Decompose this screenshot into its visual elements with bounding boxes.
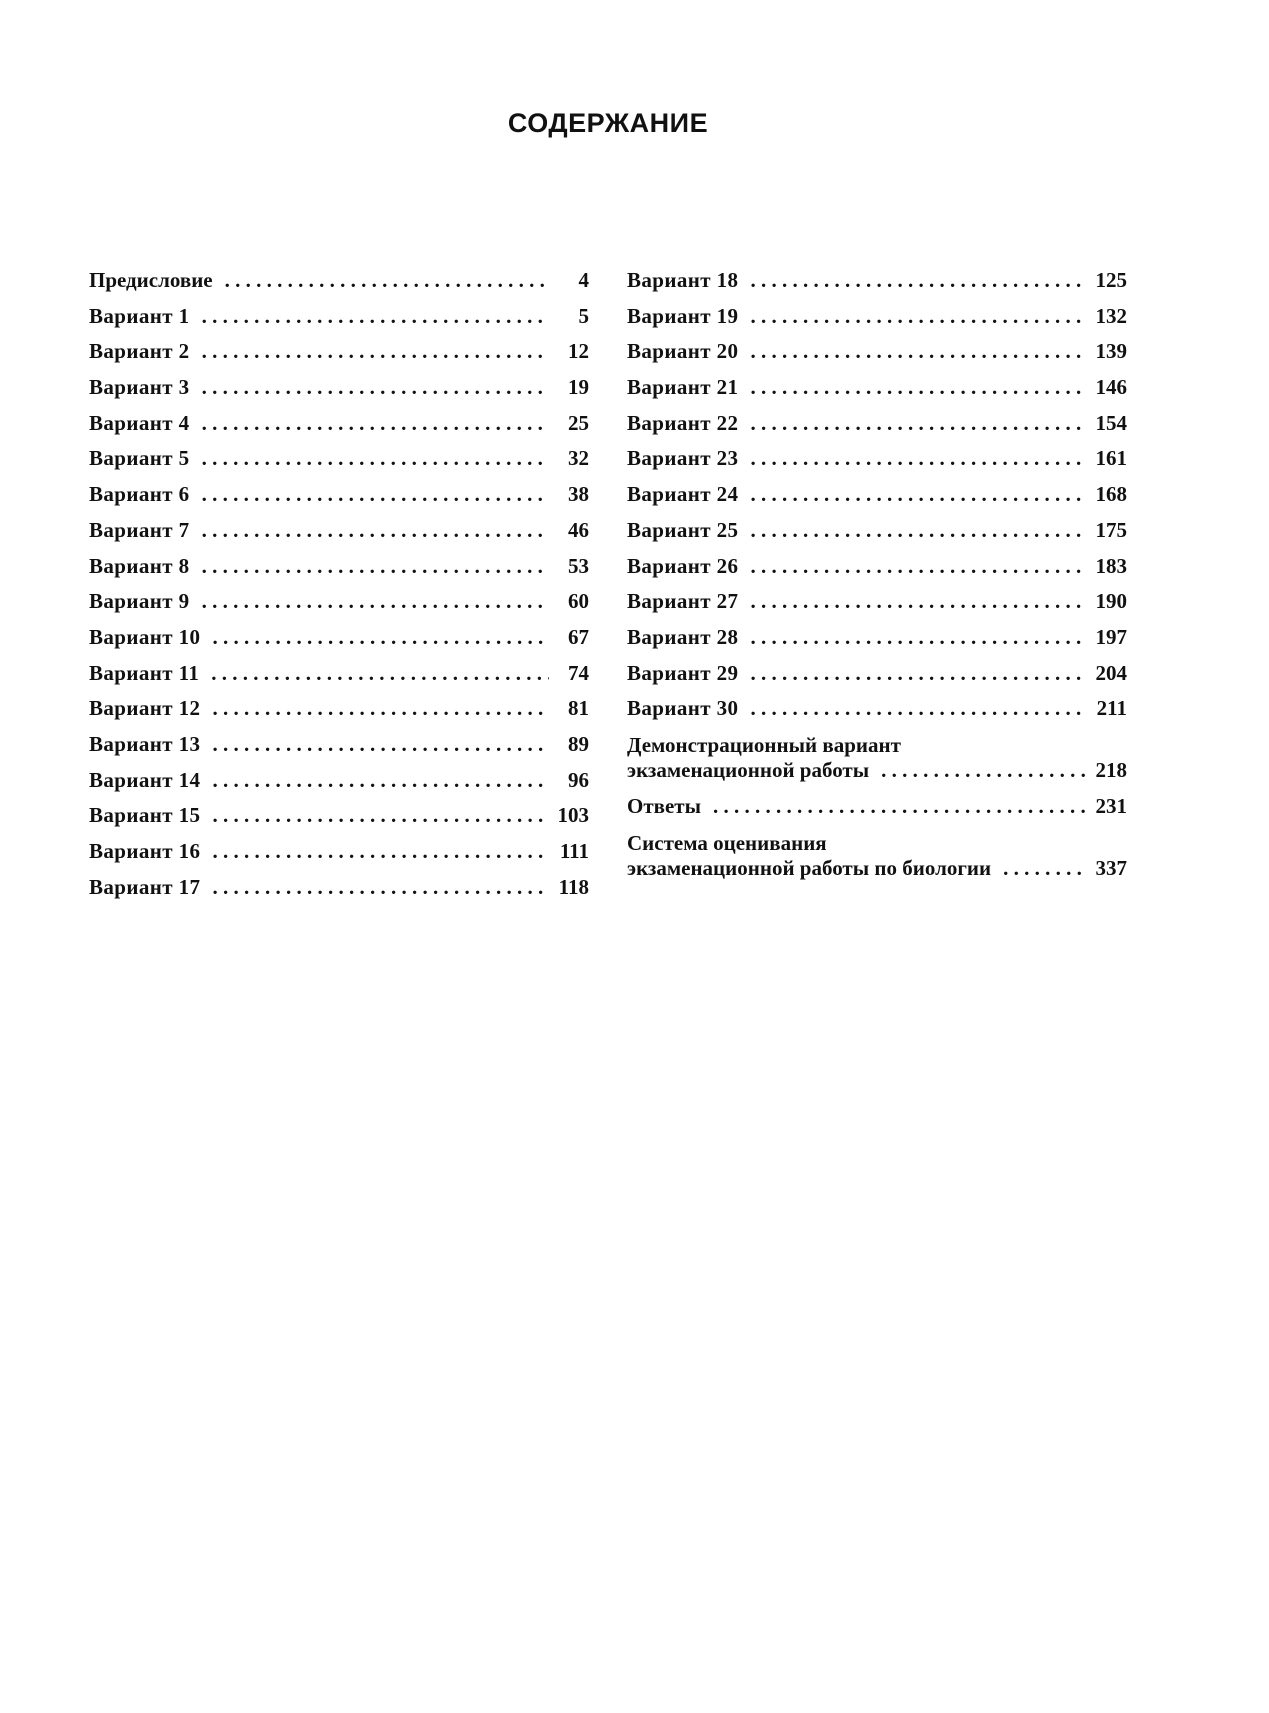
toc-entry-variant-7[interactable] xyxy=(89,513,589,549)
toc-entry-page: 25 xyxy=(568,410,589,435)
toc-entry-variant-16[interactable] xyxy=(89,834,589,870)
toc-entry-label: Вариант 21 xyxy=(627,375,739,400)
toc-entry-page: 12 xyxy=(568,339,589,364)
toc-entry-variant-27[interactable] xyxy=(627,584,1127,620)
toc-entry-page: 67 xyxy=(568,624,589,649)
toc-entry-page: 231 xyxy=(1095,793,1127,818)
toc-entry-page: 132 xyxy=(1095,303,1127,328)
toc-entry-page: 38 xyxy=(568,482,589,507)
toc-entry-label: Вариант 2 xyxy=(89,339,190,364)
dot-leader xyxy=(202,584,549,620)
dot-leader xyxy=(750,691,1087,727)
toc-entry-page: 53 xyxy=(568,553,589,578)
toc-left-column xyxy=(89,263,589,905)
dot-leader xyxy=(881,757,1087,783)
toc-entry-page: 74 xyxy=(568,660,589,685)
toc-entry-label: Вариант 11 xyxy=(89,660,200,685)
toc-entry-page: 4 xyxy=(578,268,589,292)
dot-leader xyxy=(750,513,1087,549)
toc-entry-variant-6[interactable] xyxy=(89,477,589,513)
toc-entry-label: Вариант 18 xyxy=(627,268,739,292)
toc-entry-label: Вариант 30 xyxy=(627,696,739,721)
toc-entry-page: 5 xyxy=(578,303,589,328)
toc-entry-page: 146 xyxy=(1095,375,1127,400)
toc-entry-page: 211 xyxy=(1096,696,1127,721)
toc-entry-label: Вариант 13 xyxy=(89,731,201,756)
toc-entry-variant-13[interactable] xyxy=(89,727,589,763)
toc-entry-label: Предисловие xyxy=(89,268,213,292)
toc-entry-variant-5[interactable] xyxy=(89,441,589,477)
dot-leader xyxy=(202,406,549,442)
toc-entry-label-line2: экзаменационной работы xyxy=(627,757,870,782)
toc-entry-label-line1: Система оценивания xyxy=(627,830,827,855)
toc-entry-variant-17[interactable] xyxy=(89,870,589,906)
toc-entry-label: Вариант 16 xyxy=(89,839,201,863)
toc-entry-label: Вариант 10 xyxy=(89,624,201,649)
toc-entry-variant-4[interactable] xyxy=(89,406,589,442)
toc-entry-variant-25[interactable] xyxy=(627,513,1127,549)
dot-leader xyxy=(202,513,549,549)
toc-entry-label-line2: экзаменационной работы по биологии xyxy=(627,855,992,880)
toc-entry-page: 197 xyxy=(1095,624,1127,649)
toc-entry-variant-11[interactable] xyxy=(89,656,589,692)
dot-leader xyxy=(750,584,1087,620)
dot-leader xyxy=(202,299,549,335)
dot-leader xyxy=(750,406,1087,442)
dot-leader xyxy=(202,549,549,585)
dot-leader xyxy=(202,477,549,513)
toc-entry-variant-28[interactable] xyxy=(627,620,1127,656)
dot-leader xyxy=(750,477,1087,513)
toc-entry-variant-20[interactable] xyxy=(627,334,1127,370)
toc-entry-variant-12[interactable] xyxy=(89,691,589,727)
toc-entry-page: 103 xyxy=(557,803,589,828)
toc-entry-label: Вариант 4 xyxy=(89,410,190,435)
toc-entry-page: 46 xyxy=(568,517,589,542)
toc-entry-label: Ответы xyxy=(627,793,702,818)
dot-leader xyxy=(1003,855,1087,881)
dot-leader xyxy=(713,789,1087,825)
dot-leader xyxy=(750,620,1087,656)
toc-entry-variant-21[interactable] xyxy=(627,370,1127,406)
dot-leader xyxy=(212,798,549,834)
toc-entry-variant-24[interactable] xyxy=(627,477,1127,513)
dot-leader xyxy=(212,870,549,906)
toc-entry-label-line1: Демонстрационный вариант xyxy=(627,732,901,757)
dot-leader xyxy=(750,656,1087,692)
toc-entry-page: 154 xyxy=(1095,410,1127,435)
dot-leader xyxy=(750,549,1087,585)
toc-entry-page: 337 xyxy=(1095,855,1127,880)
toc-entry-page: 19 xyxy=(568,375,589,400)
toc-entry-page: 161 xyxy=(1095,446,1127,471)
toc-entry-page: 139 xyxy=(1095,339,1127,364)
page-title: СОДЕРЖАНИЕ xyxy=(507,108,709,138)
dot-leader xyxy=(212,727,549,763)
dot-leader xyxy=(212,763,549,799)
dot-leader xyxy=(211,656,549,692)
toc-entry-page: 218 xyxy=(1095,757,1127,782)
toc-entry-page: 175 xyxy=(1095,517,1127,542)
toc-entry-page: 168 xyxy=(1095,482,1127,507)
toc-entry-variant-1[interactable] xyxy=(89,299,589,335)
dot-leader xyxy=(212,834,549,870)
toc-entry-label: Вариант 29 xyxy=(627,660,739,685)
toc-entry-label: Вариант 9 xyxy=(89,589,190,614)
toc-entry-label: Вариант 20 xyxy=(627,339,739,364)
dot-leader xyxy=(202,370,549,406)
toc-entry-variant-9[interactable] xyxy=(89,584,589,620)
toc-entry-variant-2[interactable] xyxy=(89,334,589,370)
toc-entry-label: Вариант 27 xyxy=(627,589,739,614)
dot-leader xyxy=(202,441,549,477)
dot-leader xyxy=(225,263,549,299)
toc-entry-page: 183 xyxy=(1095,553,1127,578)
toc-entry-label: Вариант 14 xyxy=(89,767,201,792)
toc-entry-label: Вариант 1 xyxy=(89,303,190,328)
dot-leader xyxy=(750,299,1087,335)
toc-entry-variant-14[interactable] xyxy=(89,763,589,799)
toc-entry-page: 118 xyxy=(558,874,589,899)
toc-entry-variant-29[interactable] xyxy=(627,656,1127,692)
toc-entry-variant-15[interactable] xyxy=(89,798,589,834)
dot-leader xyxy=(750,441,1087,477)
toc-entry-variant-10[interactable] xyxy=(89,620,589,656)
dot-leader xyxy=(750,263,1087,299)
toc-entry-label: Вариант 7 xyxy=(89,517,190,542)
toc-entry-label: Вариант 3 xyxy=(89,375,190,400)
toc-entry-label: Вариант 23 xyxy=(627,446,739,471)
toc-entry-variant-23[interactable] xyxy=(627,441,1127,477)
toc-entry-label: Вариант 24 xyxy=(627,482,739,507)
toc-entry-grading-system[interactable] xyxy=(627,831,1127,881)
toc-entry-label: Вариант 25 xyxy=(627,517,739,542)
toc-entry-label: Вариант 19 xyxy=(627,303,739,328)
dot-leader xyxy=(212,691,549,727)
toc-entry-variant-19[interactable] xyxy=(627,299,1127,335)
toc-entry-label: Вариант 8 xyxy=(89,553,190,578)
dot-leader xyxy=(212,620,549,656)
toc-entry-page: 111 xyxy=(559,839,589,863)
toc-entry-page: 60 xyxy=(568,589,589,614)
toc-entry-label: Вариант 22 xyxy=(627,410,739,435)
dot-leader xyxy=(202,334,549,370)
toc-entry-label: Вариант 15 xyxy=(89,803,201,828)
toc-entry-page: 32 xyxy=(568,446,589,471)
toc-entry-variant-18[interactable] xyxy=(627,263,1127,299)
toc-entry-preface[interactable] xyxy=(89,263,589,299)
toc-entry-page: 96 xyxy=(568,767,589,792)
toc-entry-variant-22[interactable] xyxy=(627,406,1127,442)
toc-entry-label: Вариант 28 xyxy=(627,624,739,649)
toc-entry-variant-30[interactable] xyxy=(627,691,1127,727)
dot-leader xyxy=(750,370,1087,406)
toc-entry-demo-variant[interactable] xyxy=(627,733,1127,783)
dot-leader xyxy=(750,334,1087,370)
toc-entry-variant-8[interactable] xyxy=(89,549,589,585)
toc-entry-label: Вариант 6 xyxy=(89,482,190,507)
toc-entry-page: 89 xyxy=(568,731,589,756)
toc-entry-label: Вариант 12 xyxy=(89,696,201,721)
toc-entry-variant-3[interactable] xyxy=(89,370,589,406)
toc-entry-label: Вариант 26 xyxy=(627,553,739,578)
toc-entry-page: 125 xyxy=(1095,268,1127,292)
toc-entry-page: 204 xyxy=(1095,660,1127,685)
toc-right-column xyxy=(627,263,1127,881)
toc-entry-page: 81 xyxy=(568,696,589,721)
toc-entry-label: Вариант 5 xyxy=(89,446,190,471)
toc-entry-variant-26[interactable] xyxy=(627,549,1127,585)
toc-entry-answers[interactable] xyxy=(627,789,1127,825)
toc-entry-label: Вариант 17 xyxy=(89,874,201,899)
toc-entry-page: 190 xyxy=(1095,589,1127,614)
